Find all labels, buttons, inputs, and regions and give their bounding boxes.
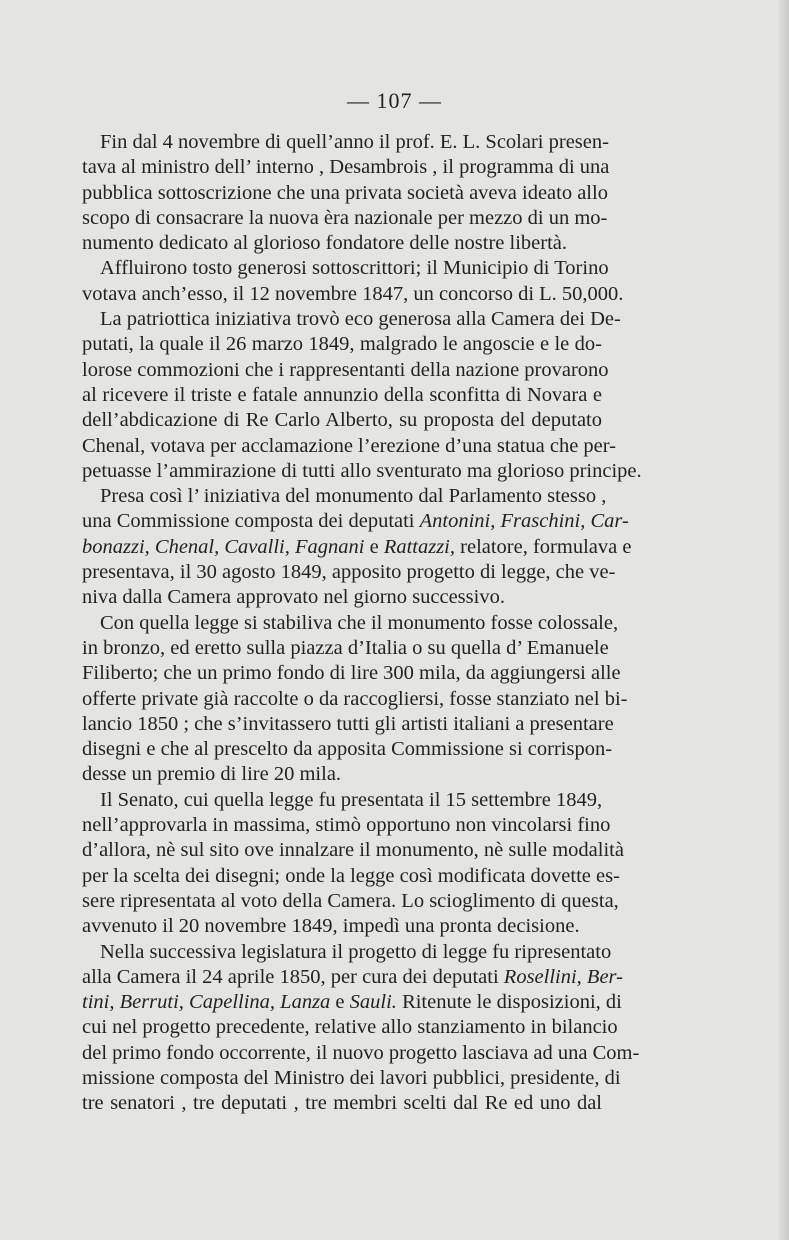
text-line: niva dalla Camera approvato nel giorno successivo. <box>82 586 505 609</box>
text-line: Affluirono tosto generosi sottoscrittori; il Municipio di Torino <box>100 257 609 280</box>
body-text <box>82 130 642 1117</box>
text-line: pubblica sottoscrizione che una privata società aveva ideato allo <box>82 181 608 204</box>
text-line: Fin dal 4 novembre di quell’anno il prof. E. L. Scolari presen- <box>100 131 609 153</box>
text-line: al ricevere il triste e fatale annunzio della sconfitta di Novara e <box>82 383 602 406</box>
text-line: tre senatori , tre deputati , tre membri scelti dal Re ed uno dal <box>82 1092 602 1115</box>
paragraph <box>82 256 624 307</box>
text-line: tava al ministro dell’ interno , Desambrois , il programma di una <box>82 156 610 179</box>
text-line: lorose commozioni che i rappresentanti della nazione provarono <box>82 358 609 381</box>
paragraph <box>82 940 640 1117</box>
text-line: sere ripresentata al voto della Camera. Lo scioglimento di questa, <box>82 889 619 912</box>
text-line: desse un premio di lire 20 mila. <box>82 763 342 786</box>
text-line: bonazzi, Chenal, Cavalli, Fagnani e Rattazzi, relatore, formulava e <box>82 535 632 558</box>
paragraph <box>82 130 610 256</box>
text-line: disegni e che al prescelto da apposita Commissione si corrispon- <box>82 738 613 761</box>
page-number: — 107 — <box>347 88 442 113</box>
text-line: una Commissione composta dei deputati Antonini, Fraschini, Car- <box>82 510 629 533</box>
text-line: Il Senato, cui quella legge fu presentata il 15 settembre 1849, <box>100 788 603 811</box>
text-line: Con quella legge si stabiliva che il monumento fosse colossale, <box>100 611 619 634</box>
text-line: putati, la quale il 26 marzo 1849, malgrado le angoscie e le do- <box>82 333 602 356</box>
text-line: scopo di consacrare la nuova èra nazionale per mezzo di un mo- <box>82 206 608 229</box>
text-line: La patriottica iniziativa trovò eco generosa alla Camera dei De- <box>100 308 621 331</box>
text-line: alla Camera il 24 aprile 1850, per cura dei deputati Rosellini, Ber- <box>82 965 623 988</box>
text-line: Presa così l’ iniziativa del monumento dal Parlamento stesso , <box>100 485 607 508</box>
text-line: presentava, il 30 agosto 1849, apposito progetto di legge, che ve- <box>82 561 616 584</box>
paragraph <box>82 788 624 940</box>
text-line: offerte private già raccolte o da raccogliersi, fosse stanziato nel bi- <box>82 687 628 710</box>
text-line: cui nel progetto precedente, relative allo stanziamento in bilancio <box>82 1016 618 1039</box>
text-line: tini, Berruti, Capellina, Lanza e Sauli. Ritenute le disposizioni, di <box>82 991 622 1014</box>
paragraph <box>82 484 632 610</box>
text-line: d’allora, nè sul sito ove innalzare il monumento, nè sulle modalità <box>82 839 624 862</box>
text-line: per la scelta dei disegni; onde la legge così modificata dovette es- <box>82 864 620 887</box>
text-line: petuasse l’ammirazione di tutti allo sventurato ma glorioso principe. <box>82 459 642 482</box>
text-line: missione composta del Ministro dei lavori pubblici, presidente, di <box>82 1066 621 1089</box>
text-line: Filiberto; che un primo fondo di lire 300 mila, da aggiungersi alle <box>82 662 621 685</box>
paragraph <box>82 611 628 788</box>
paragraph <box>82 307 642 484</box>
text-line: Chenal, votava per acclamazione l’erezione d’una statua che per- <box>82 434 617 457</box>
text-line: del primo fondo occorrente, il nuovo progetto lasciava ad una Com- <box>82 1041 640 1064</box>
text-line: dell’abdicazione di Re Carlo Alberto, su proposta del deputato <box>82 409 602 432</box>
text-line: votava anch’esso, il 12 novembre 1847, un concorso di L. 50,000. <box>82 282 624 305</box>
text-line: in bronzo, ed eretto sulla piazza d’Italia o su quella d’ Emanuele <box>82 636 609 659</box>
text-line: lancio 1850 ; che s’invitassero tutti gli artisti italiani a presentare <box>82 712 614 735</box>
text-line: avvenuto il 20 novembre 1849, impedì una pronta decisione. <box>82 915 580 938</box>
text-line: nell’approvarla in massima, stimò opportuno non vincolarsi fino <box>82 814 611 837</box>
text-line: Nella successiva legislatura il progetto di legge fu ripresentato <box>100 940 612 963</box>
page-edge-shadow <box>779 0 789 1240</box>
text-line: numento dedicato al glorioso fondatore delle nostre libertà. <box>82 232 568 255</box>
